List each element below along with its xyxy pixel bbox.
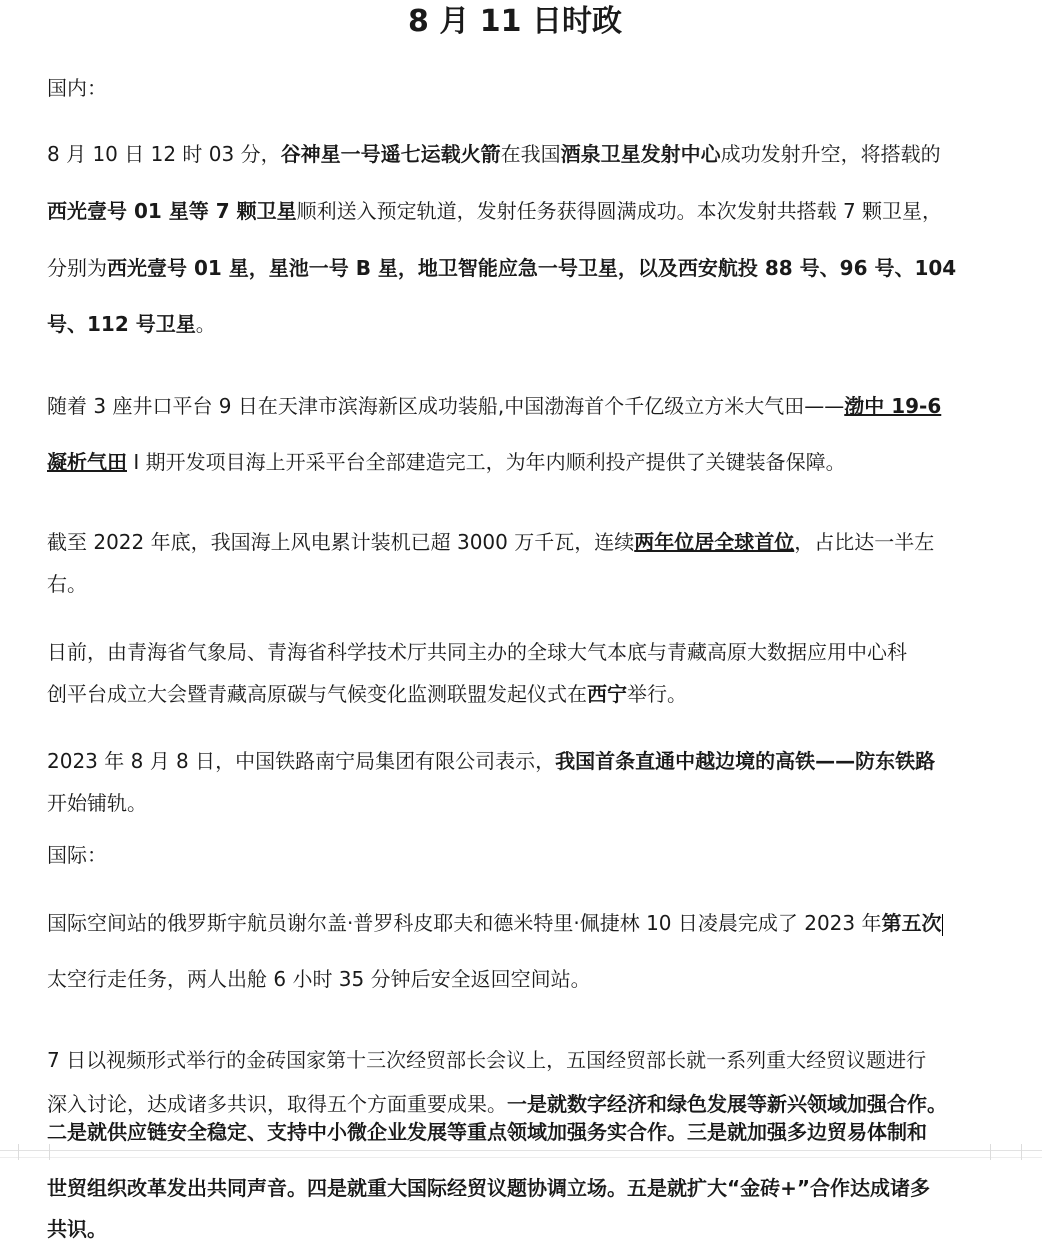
paragraph-4-line-1: 日前，由青海省气象局、青海省科学技术厅共同主办的全球大气本底与青藏高原大数据应用中心科 bbox=[47, 640, 907, 664]
paragraph-3-line-2: 右。 bbox=[47, 572, 87, 596]
ranking-highlight: 两年位居全球首位 bbox=[634, 530, 795, 554]
page-break-line-lower bbox=[0, 1157, 1042, 1158]
gas-field-name: 渤中 19-6 bbox=[844, 394, 942, 418]
paragraph-7-line-3: 二是就供应链安全稳定、支持中小微企业发展等重点领域加强务实合作。三是就加强多边贸易体制和 bbox=[47, 1120, 927, 1144]
paragraph-7-line-1: 7 日以视频形式举行的金砖国家第十三次经贸部长会议上，五国经贸部长就一系列重大经贸议题进行 bbox=[47, 1048, 927, 1072]
page-break-line bbox=[0, 1150, 1042, 1151]
domestic-heading: 国内： bbox=[47, 76, 107, 100]
paragraph-7-line-2: 深入讨论，达成诸多共识，取得五个方面重要成果。一是就数字经济和绿色发展等新兴领域加强合作。 bbox=[47, 1092, 947, 1116]
railway-highlight: 我国首条直通中越边境的高铁——防东铁路 bbox=[555, 749, 936, 773]
city-name: 西宁 bbox=[587, 682, 627, 706]
page-margin-marker-left bbox=[18, 1144, 50, 1160]
paragraph-1-line-1: 8 月 10 日 12 时 03 分，谷神星一号遥七运载火箭在我国酒泉卫星发射中心成功发射升空，将搭载的 bbox=[47, 142, 941, 166]
paragraph-6-line-2: 太空行走任务，两人出舱 6 小时 35 分钟后安全返回空间站。 bbox=[47, 967, 591, 991]
paragraph-1-line-3: 分别为西光壹号 01 星，星池一号 B 星，地卫智能应急一号卫星，以及西安航投 88 号、96 号、104 bbox=[47, 256, 957, 280]
paragraph-5-line-2: 开始铺轨。 bbox=[47, 791, 147, 815]
launch-center: 酒泉卫星发射中心 bbox=[560, 142, 721, 166]
paragraph-4-line-2: 创平台成立大会暨青藏高原碳与气候变化监测联盟发起仪式在西宁举行。 bbox=[47, 682, 687, 706]
paragraph-1-line-2: 西光壹号 01 星等 7 颗卫星顺利送入预定轨道，发射任务获得圆满成功。本次发射共搭载 7 颗卫星， bbox=[47, 199, 943, 223]
text-cursor bbox=[942, 914, 943, 936]
paragraph-1-line-4: 号、112 号卫星。 bbox=[47, 312, 216, 336]
page-title: 8 月 11 日时政 bbox=[408, 4, 622, 39]
paragraph-2-line-2: 凝析气田 I 期开发项目海上开采平台全部建造完工，为年内顺利投产提供了关键装备保障。 bbox=[47, 450, 846, 474]
rocket-name: 谷神星一号遥七运载火箭 bbox=[280, 142, 501, 166]
paragraph-7-line-4: 世贸组织改革发出共同声音。四是就重大国际经贸议题协调立场。五是就扩大“金砖+”合作达成诸多 bbox=[47, 1176, 931, 1200]
international-heading: 国际： bbox=[47, 843, 107, 867]
paragraph-3-line-1: 截至 2022 年底，我国海上风电累计装机已超 3000 万千瓦，连续两年位居全球首位，占比达一半左 bbox=[47, 530, 935, 554]
paragraph-7-line-5: 共识。 bbox=[47, 1217, 107, 1241]
paragraph-2-line-1: 随着 3 座井口平台 9 日在天津市滨海新区成功装船,中国渤海首个千亿级立方米大气田——渤中 19-6 bbox=[47, 394, 942, 418]
paragraph-5-line-1: 2023 年 8 月 8 日，中国铁路南宁局集团有限公司表示，我国首条直通中越边境的高铁——防东铁路 bbox=[47, 749, 936, 773]
paragraph-6-line-1: 国际空间站的俄罗斯宇航员谢尔盖·普罗科皮耶夫和德米特里·佩捷林 10 日凌晨完成了 2023 年第五次 bbox=[47, 911, 942, 935]
page-margin-marker-right bbox=[990, 1144, 1022, 1160]
